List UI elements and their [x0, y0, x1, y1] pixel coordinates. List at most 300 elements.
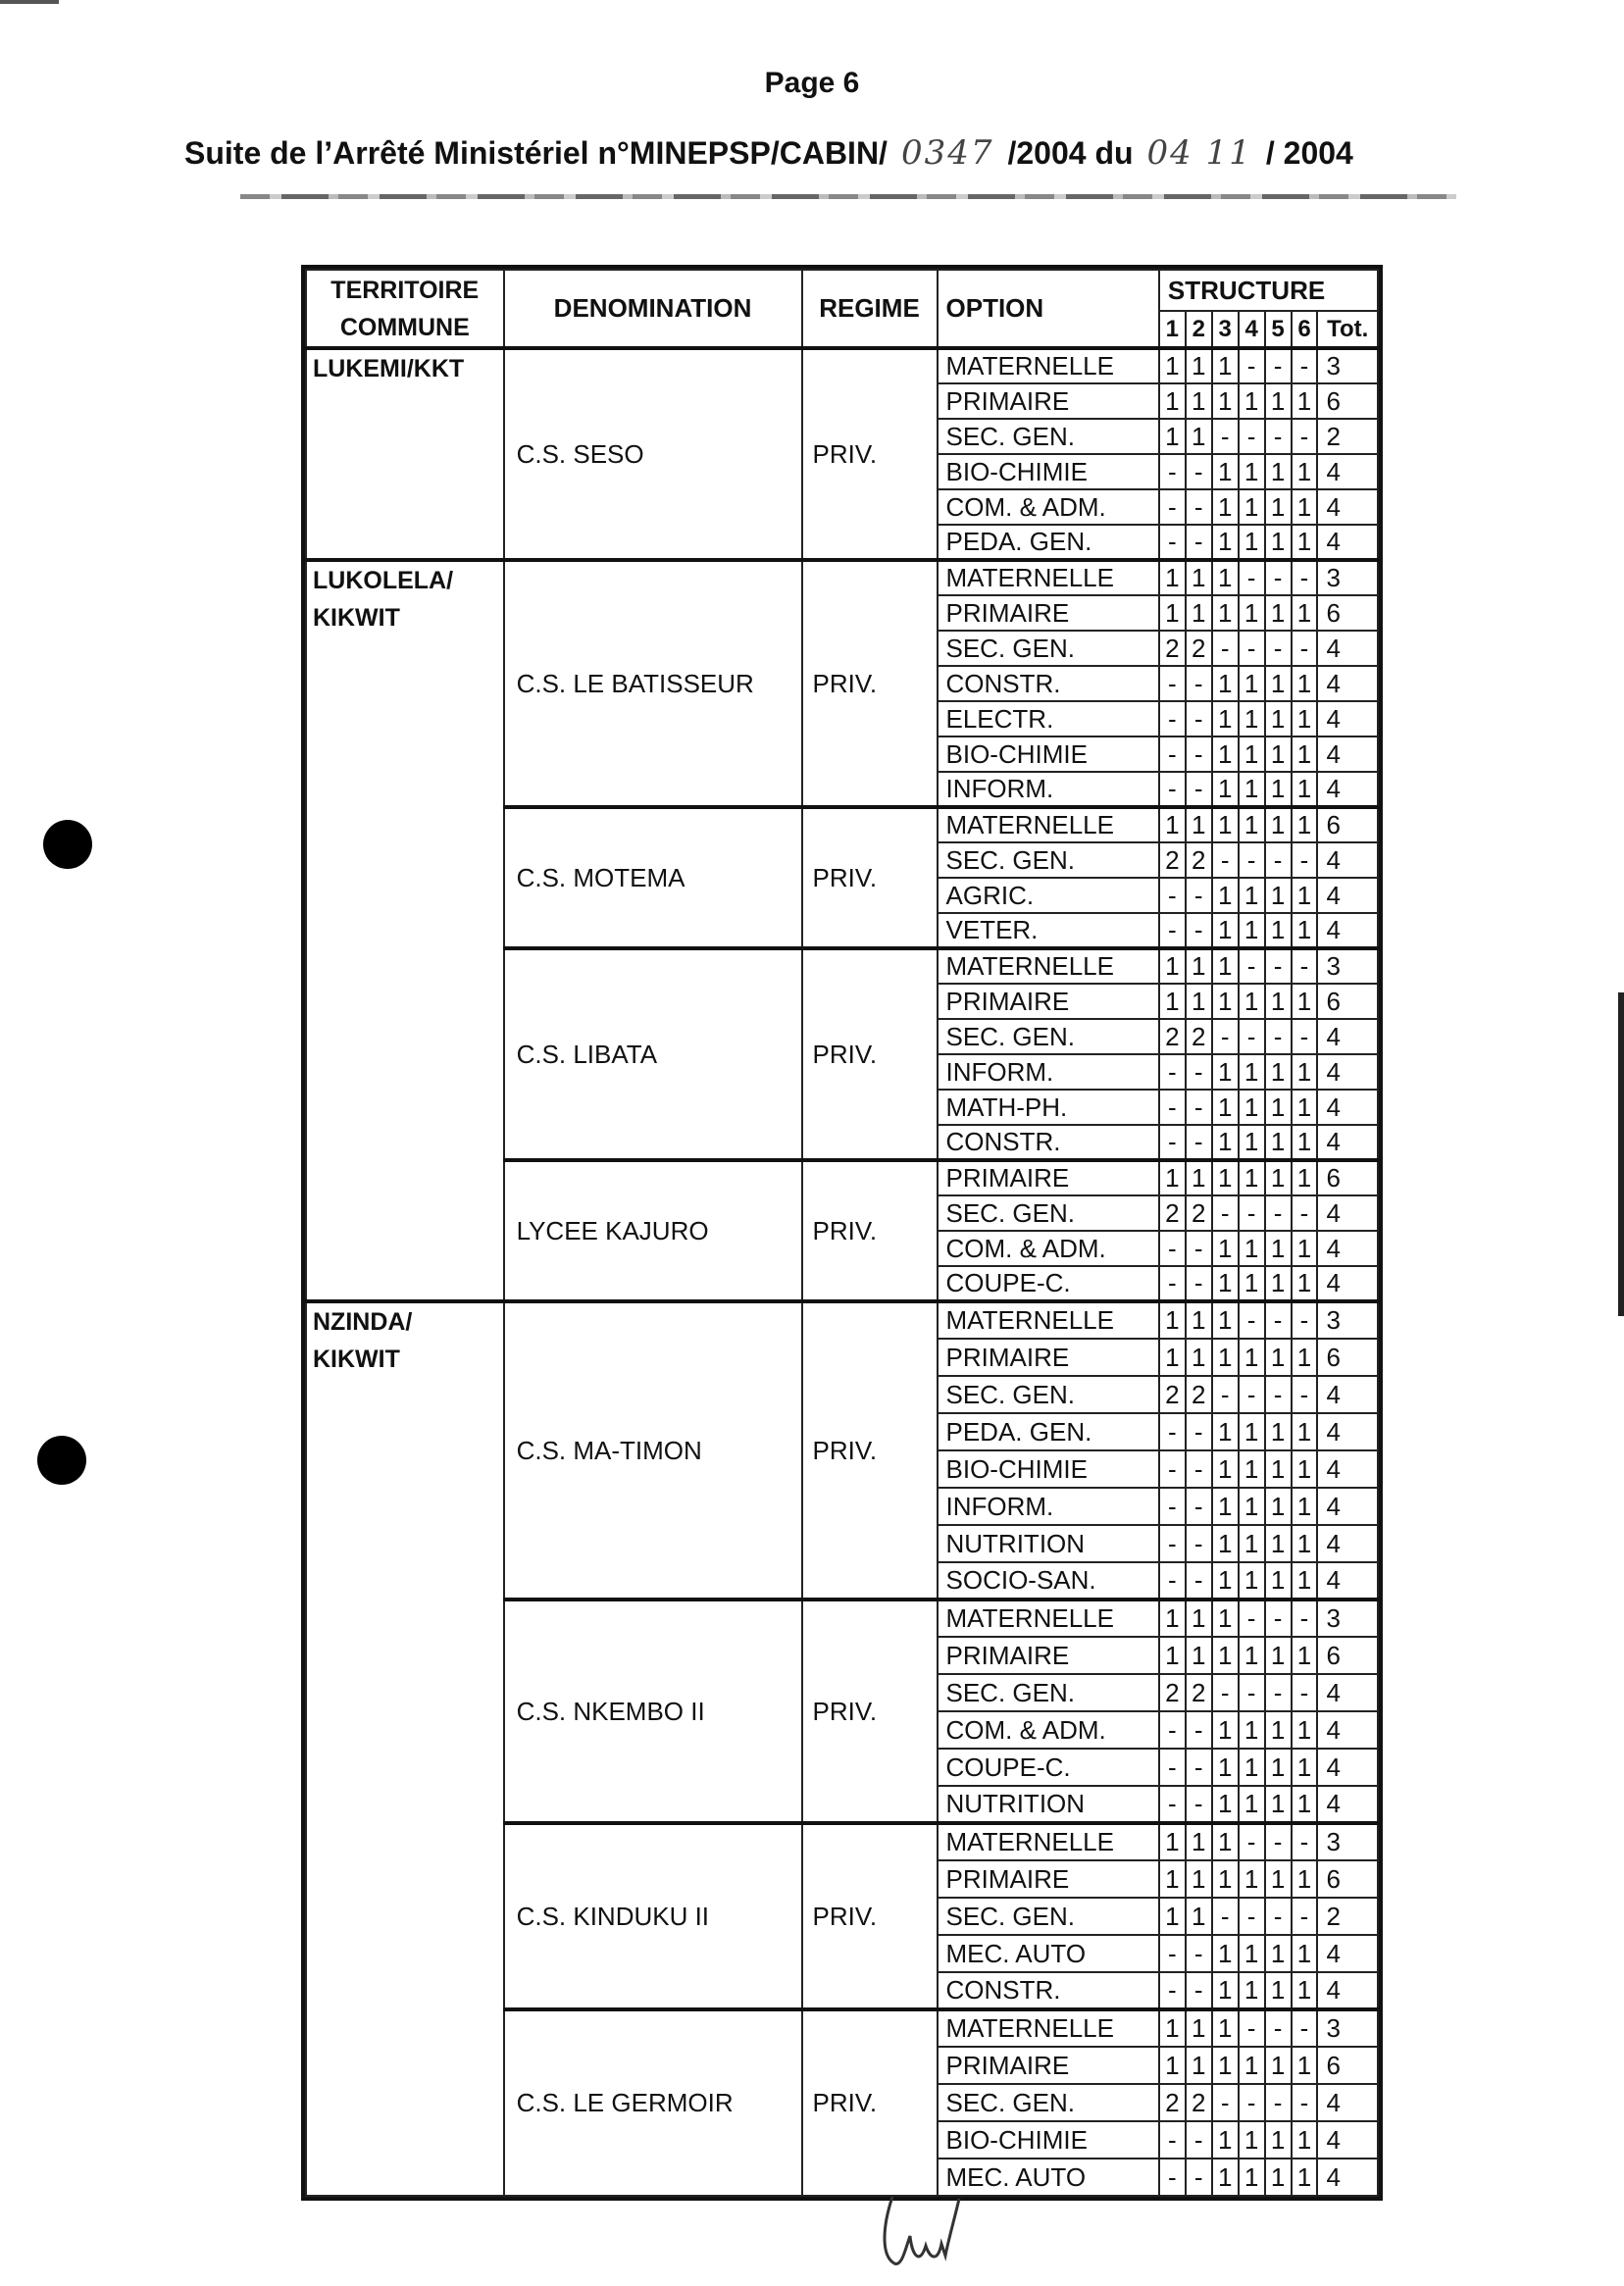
total-cell: 3 — [1317, 1823, 1378, 1860]
structure-cell: 1 — [1212, 2047, 1239, 2084]
total-cell: 4 — [1317, 631, 1378, 666]
option-cell: COUPE-C. — [938, 1266, 1159, 1301]
structure-cell: 1 — [1292, 1562, 1318, 1600]
option-cell: PRIMAIRE — [938, 1860, 1159, 1898]
structure-cell: 1 — [1292, 807, 1318, 842]
structure-cell: - — [1265, 560, 1292, 595]
structure-cell: 1 — [1239, 1711, 1265, 1749]
structure-cell: 2 — [1186, 842, 1212, 878]
structure-cell: 1 — [1265, 1935, 1292, 1972]
structure-cell: 1 — [1212, 1823, 1239, 1860]
structure-cell: 1 — [1265, 878, 1292, 913]
structure-cell: 1 — [1186, 1637, 1212, 1674]
denomination-cell: C.S. KINDUKU II — [504, 1823, 802, 2009]
structure-cell: - — [1159, 1562, 1186, 1600]
structure-cell: 1 — [1239, 772, 1265, 807]
binder-hole-mark — [43, 820, 92, 869]
structure-cell: 1 — [1212, 807, 1239, 842]
structure-cell: - — [1186, 1786, 1212, 1823]
option-cell: ELECTR. — [938, 701, 1159, 737]
structure-cell: 1 — [1212, 878, 1239, 913]
structure-cell: 1 — [1212, 383, 1239, 419]
structure-cell: 1 — [1265, 489, 1292, 525]
structure-cell: 1 — [1292, 2159, 1318, 2196]
structure-cell: 1 — [1212, 1339, 1239, 1376]
structure-cell: 1 — [1159, 1860, 1186, 1898]
structure-cell: - — [1186, 454, 1212, 489]
structure-cell: - — [1186, 913, 1212, 948]
structure-cell: - — [1265, 348, 1292, 383]
structure-cell: 1 — [1292, 1525, 1318, 1562]
structure-cell: 1 — [1239, 1339, 1265, 1376]
regime-header: REGIME — [802, 270, 938, 348]
structure-cell: - — [1186, 666, 1212, 701]
structure-cell: 1 — [1239, 2121, 1265, 2159]
structure-cell: - — [1186, 701, 1212, 737]
structure-cell: - — [1265, 842, 1292, 878]
structure-cell: 1 — [1265, 2121, 1292, 2159]
structure-cell: 1 — [1292, 383, 1318, 419]
total-cell: 4 — [1317, 1266, 1378, 1301]
structure-cell: 1 — [1239, 595, 1265, 631]
structure-cell: 1 — [1212, 1301, 1239, 1339]
total-cell: 6 — [1317, 595, 1378, 631]
structure-cell: 1 — [1292, 1749, 1318, 1786]
structure-cell: 1 — [1292, 737, 1318, 772]
total-cell: 6 — [1317, 2047, 1378, 2084]
total-cell: 4 — [1317, 2084, 1378, 2121]
structure-cell: - — [1186, 1125, 1212, 1160]
header-year-end: / 2004 — [1265, 135, 1353, 171]
structure-cell: 1 — [1265, 525, 1292, 560]
structure-cell: 2 — [1159, 2084, 1186, 2121]
territoire-cell: NZINDA/ KIKWIT — [306, 1301, 504, 2196]
denomination-header: DENOMINATION — [504, 270, 802, 348]
structure-cell: 1 — [1292, 1860, 1318, 1898]
structure-cell: 1 — [1239, 454, 1265, 489]
option-cell: COM. & ADM. — [938, 1231, 1159, 1266]
structure-cell: 2 — [1186, 1674, 1212, 1711]
structure-cell: 1 — [1159, 595, 1186, 631]
handwritten-date: 04 11 — [1146, 133, 1252, 173]
structure-cell: - — [1292, 631, 1318, 666]
year-header: 1 — [1159, 311, 1186, 348]
structure-cell: - — [1239, 1301, 1265, 1339]
structure-cell: 1 — [1265, 666, 1292, 701]
structure-cell: - — [1159, 878, 1186, 913]
structure-cell: - — [1159, 1786, 1186, 1823]
option-cell: BIO-CHIMIE — [938, 1450, 1159, 1488]
structure-cell: - — [1212, 631, 1239, 666]
structure-cell: 1 — [1212, 948, 1239, 984]
option-cell: SEC. GEN. — [938, 419, 1159, 454]
structure-cell: 1 — [1292, 525, 1318, 560]
structure-cell: - — [1186, 737, 1212, 772]
structure-cell: 1 — [1212, 489, 1239, 525]
structure-cell: - — [1265, 2084, 1292, 2121]
structure-cell: 1 — [1159, 1160, 1186, 1195]
table-row — [306, 1301, 1378, 1339]
structure-cell: 1 — [1212, 1160, 1239, 1195]
structure-cell: 1 — [1212, 1054, 1239, 1090]
option-cell: SOCIO-SAN. — [938, 1562, 1159, 1600]
structure-cell: 1 — [1239, 383, 1265, 419]
structure-cell: 1 — [1265, 1562, 1292, 1600]
structure-cell: - — [1186, 1054, 1212, 1090]
structure-cell: 1 — [1292, 2047, 1318, 2084]
structure-cell: 1 — [1159, 419, 1186, 454]
structure-cell: 2 — [1159, 842, 1186, 878]
structure-cell: 1 — [1159, 807, 1186, 842]
option-cell: MATERNELLE — [938, 1823, 1159, 1860]
option-cell: INFORM. — [938, 1054, 1159, 1090]
total-cell: 4 — [1317, 2159, 1378, 2196]
structure-cell: 1 — [1292, 1339, 1318, 1376]
regime-cell: PRIV. — [802, 807, 938, 948]
table-body — [306, 348, 1378, 2196]
structure-cell: - — [1159, 1090, 1186, 1125]
year-header: 6 — [1292, 311, 1318, 348]
structure-cell: 1 — [1212, 1637, 1239, 1674]
structure-cell: 1 — [1239, 701, 1265, 737]
structure-cell: 1 — [1159, 383, 1186, 419]
total-cell: 4 — [1317, 701, 1378, 737]
territoire-cell: LUKOLELA/ KIKWIT — [306, 560, 504, 1301]
total-header: Tot. — [1317, 311, 1378, 348]
option-cell: SEC. GEN. — [938, 1195, 1159, 1231]
structure-cell: 1 — [1186, 560, 1212, 595]
option-cell: CONSTR. — [938, 666, 1159, 701]
total-cell: 4 — [1317, 2121, 1378, 2159]
option-cell: INFORM. — [938, 1488, 1159, 1525]
structure-cell: - — [1239, 1195, 1265, 1231]
option-cell: PRIMAIRE — [938, 1339, 1159, 1376]
structure-cell: 1 — [1239, 913, 1265, 948]
header-year-mid: /2004 du — [1007, 135, 1134, 171]
option-cell: MATERNELLE — [938, 348, 1159, 383]
structure-cell: 1 — [1186, 1600, 1212, 1637]
structure-cell: 1 — [1292, 666, 1318, 701]
option-cell: BIO-CHIMIE — [938, 454, 1159, 489]
header-rule — [240, 194, 1456, 199]
option-cell: MATERNELLE — [938, 1301, 1159, 1339]
structure-cell: - — [1159, 666, 1186, 701]
structure-cell: 1 — [1265, 1160, 1292, 1195]
structure-cell: 1 — [1186, 419, 1212, 454]
total-cell: 4 — [1317, 1562, 1378, 1600]
structure-cell: 1 — [1239, 1749, 1265, 1786]
structure-cell: 1 — [1239, 1413, 1265, 1450]
structure-cell: - — [1159, 701, 1186, 737]
structure-cell: - — [1212, 2084, 1239, 2121]
structure-cell: 1 — [1292, 1972, 1318, 2009]
total-cell: 4 — [1317, 1525, 1378, 1562]
structure-cell: 1 — [1292, 1935, 1318, 1972]
structure-cell: 1 — [1292, 1488, 1318, 1525]
structure-cell: - — [1239, 842, 1265, 878]
structure-cell: - — [1159, 737, 1186, 772]
structure-cell: 1 — [1239, 1231, 1265, 1266]
structure-cell: 1 — [1212, 1860, 1239, 1898]
structure-cell: 1 — [1212, 1266, 1239, 1301]
structure-cell: 1 — [1212, 984, 1239, 1019]
structure-cell: - — [1265, 419, 1292, 454]
option-cell: NUTRITION — [938, 1786, 1159, 1823]
structure-cell: 1 — [1239, 666, 1265, 701]
structure-cell: 1 — [1239, 1450, 1265, 1488]
page-number: Page 6 — [764, 67, 860, 99]
structure-cell: 1 — [1292, 1413, 1318, 1450]
structure-cell: - — [1186, 525, 1212, 560]
option-cell: PRIMAIRE — [938, 1160, 1159, 1195]
option-cell: AGRIC. — [938, 878, 1159, 913]
total-cell: 3 — [1317, 948, 1378, 984]
structure-cell: 1 — [1212, 1450, 1239, 1488]
total-cell: 6 — [1317, 1339, 1378, 1376]
structure-cell: 1 — [1186, 348, 1212, 383]
structure-cell: - — [1239, 631, 1265, 666]
structure-cell: 1 — [1292, 1266, 1318, 1301]
structure-cell: 1 — [1186, 1898, 1212, 1935]
document-header — [184, 133, 1557, 173]
structure-cell: 1 — [1159, 2047, 1186, 2084]
structure-cell: 1 — [1159, 1301, 1186, 1339]
total-cell: 6 — [1317, 984, 1378, 1019]
structure-cell: 1 — [1186, 383, 1212, 419]
structure-cell: 1 — [1239, 1125, 1265, 1160]
total-cell: 3 — [1317, 2009, 1378, 2047]
structure-cell: - — [1159, 1972, 1186, 2009]
structure-cell: 1 — [1292, 984, 1318, 1019]
regime-cell: PRIV. — [802, 1823, 938, 2009]
header-prefix: Suite de l’Arrêté Ministériel n°MINEPSP/CABIN/ — [184, 135, 888, 171]
structure-cell: - — [1292, 1376, 1318, 1413]
structure-cell: - — [1265, 2009, 1292, 2047]
regime-cell: PRIV. — [802, 948, 938, 1160]
structure-cell: 1 — [1265, 1786, 1292, 1823]
total-cell: 4 — [1317, 489, 1378, 525]
structure-cell: 1 — [1292, 595, 1318, 631]
option-cell: NUTRITION — [938, 1525, 1159, 1562]
structure-cell: - — [1159, 1450, 1186, 1488]
structure-cell: - — [1239, 1674, 1265, 1711]
total-cell: 4 — [1317, 1450, 1378, 1488]
regime-cell: PRIV. — [802, 1301, 938, 1600]
structure-cell: 2 — [1186, 1019, 1212, 1054]
structure-cell: 1 — [1212, 1231, 1239, 1266]
structure-cell: 1 — [1265, 1054, 1292, 1090]
structure-cell: 1 — [1239, 1488, 1265, 1525]
structure-cell: 1 — [1212, 1562, 1239, 1600]
structure-cell: - — [1159, 1488, 1186, 1525]
structure-cell: - — [1186, 2121, 1212, 2159]
total-cell: 4 — [1317, 1125, 1378, 1160]
structure-cell: 1 — [1212, 560, 1239, 595]
structure-cell: - — [1212, 1898, 1239, 1935]
structure-cell: - — [1292, 1301, 1318, 1339]
structure-cell: 1 — [1265, 1413, 1292, 1450]
structure-cell: - — [1292, 560, 1318, 595]
structure-cell: 1 — [1212, 454, 1239, 489]
year-header: 2 — [1186, 311, 1212, 348]
structure-cell: - — [1265, 1301, 1292, 1339]
structure-cell: - — [1239, 419, 1265, 454]
structure-cell: - — [1265, 1823, 1292, 1860]
structure-cell: - — [1186, 1935, 1212, 1972]
structure-cell: 1 — [1186, 595, 1212, 631]
structure-cell: 1 — [1265, 913, 1292, 948]
option-cell: BIO-CHIMIE — [938, 2121, 1159, 2159]
schools-table — [305, 269, 1379, 2197]
option-cell: VETER. — [938, 913, 1159, 948]
structure-cell: 1 — [1186, 948, 1212, 984]
structure-cell: 1 — [1265, 1525, 1292, 1562]
structure-cell: - — [1186, 1972, 1212, 2009]
structure-cell: 2 — [1159, 631, 1186, 666]
option-cell: MATERNELLE — [938, 948, 1159, 984]
option-cell: SEC. GEN. — [938, 1376, 1159, 1413]
structure-cell: 1 — [1292, 1786, 1318, 1823]
structure-cell: - — [1292, 1823, 1318, 1860]
table-header — [306, 270, 1378, 348]
option-cell: PRIMAIRE — [938, 2047, 1159, 2084]
structure-cell: 1 — [1159, 1823, 1186, 1860]
structure-cell: - — [1239, 1898, 1265, 1935]
option-cell: PRIMAIRE — [938, 1637, 1159, 1674]
total-cell: 4 — [1317, 454, 1378, 489]
structure-cell: 1 — [1265, 1450, 1292, 1488]
total-cell: 6 — [1317, 1637, 1378, 1674]
structure-cell: 2 — [1186, 631, 1212, 666]
structure-cell: - — [1159, 1266, 1186, 1301]
option-cell: PRIMAIRE — [938, 383, 1159, 419]
structure-cell: 1 — [1212, 913, 1239, 948]
structure-cell: - — [1186, 1450, 1212, 1488]
structure-cell: 1 — [1212, 1525, 1239, 1562]
structure-cell: - — [1212, 1019, 1239, 1054]
denomination-cell: C.S. NKEMBO II — [504, 1600, 802, 1823]
structure-cell: - — [1186, 878, 1212, 913]
structure-cell: - — [1159, 1125, 1186, 1160]
total-cell: 2 — [1317, 419, 1378, 454]
structure-cell: - — [1186, 2159, 1212, 2196]
denomination-cell: LYCEE KAJURO — [504, 1160, 802, 1301]
structure-cell: - — [1292, 348, 1318, 383]
structure-cell: - — [1212, 842, 1239, 878]
structure-cell: - — [1186, 1090, 1212, 1125]
total-cell: 4 — [1317, 772, 1378, 807]
structure-cell: 2 — [1186, 1195, 1212, 1231]
denomination-cell: C.S. LIBATA — [504, 948, 802, 1160]
structure-cell: - — [1186, 1711, 1212, 1749]
structure-cell: 1 — [1212, 772, 1239, 807]
total-cell: 6 — [1317, 807, 1378, 842]
structure-cell: 1 — [1212, 701, 1239, 737]
regime-cell: PRIV. — [802, 1600, 938, 1823]
structure-cell: 1 — [1292, 1450, 1318, 1488]
structure-cell: - — [1292, 1195, 1318, 1231]
structure-cell: 1 — [1265, 701, 1292, 737]
total-cell: 4 — [1317, 1749, 1378, 1786]
option-cell: MATERNELLE — [938, 807, 1159, 842]
structure-cell: - — [1186, 1562, 1212, 1600]
structure-cell: 1 — [1292, 878, 1318, 913]
structure-cell: 1 — [1239, 878, 1265, 913]
structure-cell: - — [1159, 1054, 1186, 1090]
total-cell: 2 — [1317, 1898, 1378, 1935]
structure-cell: 1 — [1292, 1711, 1318, 1749]
structure-cell: 1 — [1239, 737, 1265, 772]
structure-cell: - — [1212, 1674, 1239, 1711]
total-cell: 4 — [1317, 842, 1378, 878]
structure-cell: - — [1159, 489, 1186, 525]
structure-cell: 1 — [1239, 2047, 1265, 2084]
structure-cell: 1 — [1265, 737, 1292, 772]
structure-cell: - — [1186, 772, 1212, 807]
option-cell: SEC. GEN. — [938, 1898, 1159, 1935]
structure-cell: - — [1159, 1749, 1186, 1786]
structure-cell: 1 — [1212, 666, 1239, 701]
structure-cell: 2 — [1186, 1376, 1212, 1413]
total-cell: 4 — [1317, 1231, 1378, 1266]
option-cell: BIO-CHIMIE — [938, 737, 1159, 772]
structure-cell: 1 — [1239, 525, 1265, 560]
structure-cell: 1 — [1159, 984, 1186, 1019]
structure-cell: 1 — [1186, 984, 1212, 1019]
structure-cell: 1 — [1265, 1488, 1292, 1525]
total-cell: 4 — [1317, 737, 1378, 772]
option-cell: SEC. GEN. — [938, 1019, 1159, 1054]
total-cell: 4 — [1317, 1935, 1378, 1972]
structure-cell: 1 — [1212, 1749, 1239, 1786]
structure-cell: 1 — [1159, 348, 1186, 383]
structure-cell: 1 — [1265, 2159, 1292, 2196]
total-cell: 4 — [1317, 525, 1378, 560]
structure-cell: - — [1159, 1711, 1186, 1749]
structure-cell: 1 — [1212, 2159, 1239, 2196]
option-cell: MATERNELLE — [938, 2009, 1159, 2047]
structure-cell: 1 — [1212, 737, 1239, 772]
structure-cell: 1 — [1186, 807, 1212, 842]
structure-cell: - — [1186, 1488, 1212, 1525]
structure-cell: - — [1239, 560, 1265, 595]
structure-cell: - — [1292, 2084, 1318, 2121]
regime-cell: PRIV. — [802, 2009, 938, 2196]
structure-cell: - — [1265, 1019, 1292, 1054]
structure-cell: 1 — [1292, 1231, 1318, 1266]
structure-cell: - — [1292, 1019, 1318, 1054]
structure-cell: 1 — [1265, 1637, 1292, 1674]
structure-cell: 1 — [1239, 489, 1265, 525]
structure-cell: - — [1292, 419, 1318, 454]
structure-cell: 1 — [1212, 1786, 1239, 1823]
total-cell: 3 — [1317, 560, 1378, 595]
structure-cell: - — [1265, 1195, 1292, 1231]
structure-cell: 1 — [1265, 1749, 1292, 1786]
structure-cell: - — [1186, 1749, 1212, 1786]
total-cell: 4 — [1317, 1711, 1378, 1749]
structure-cell: 1 — [1239, 1786, 1265, 1823]
denomination-cell: C.S. MOTEMA — [504, 807, 802, 948]
structure-cell: - — [1239, 1376, 1265, 1413]
structure-cell: 1 — [1292, 454, 1318, 489]
option-cell: SEC. GEN. — [938, 842, 1159, 878]
option-cell: PEDA. GEN. — [938, 1413, 1159, 1450]
structure-cell: 1 — [1292, 913, 1318, 948]
option-cell: PRIMAIRE — [938, 595, 1159, 631]
structure-cell: - — [1265, 1674, 1292, 1711]
structure-cell: 1 — [1265, 1266, 1292, 1301]
